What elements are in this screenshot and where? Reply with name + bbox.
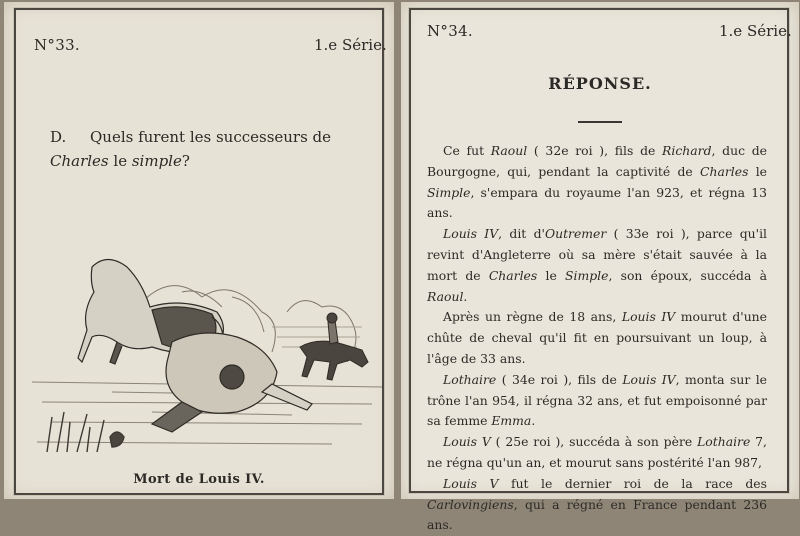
text-run: mourut d'une chûte de cheval qu'il fit en poursuivant un loup, à l'âge de 33 ans. [427,309,767,366]
distant-horseman [300,313,368,380]
text-run: . [463,288,468,304]
text-run: fut le dernier roi de la race des [498,475,767,491]
answer-paragraph [427,141,767,224]
question-label: D. [50,128,67,146]
text-run: , dit d' [498,226,545,242]
text-run: ( 32e roi ), fils de [527,143,663,158]
text-run: , son époux, succéda à [608,267,767,283]
name-run: Louis IV [443,226,499,242]
text-run: le [537,267,566,283]
text-run: 7, ne régna qu'un an, et mourut sans postérité l'an 987, [427,434,767,470]
name-run: Simple [427,184,471,200]
card-number: N°34. [427,22,473,40]
answer-paragraph [427,224,767,307]
text-run: Ce fut [443,143,491,158]
answer-title: RÉPONSE. [548,74,652,93]
question-name: Charles [50,152,109,170]
question-part: ? [181,152,190,170]
fallen-rider [152,333,312,432]
text-run: , monta sur le trône l'an 954, il régna 32 ans, et fut empoisonné par sa femme [427,371,767,429]
answer-paragraph [427,307,767,369]
name-run: Louis V [443,475,499,491]
text-run: , qui a régné en France pendant 236 ans. [427,496,767,533]
name-run: Raoul [490,143,528,158]
question-part: le [108,152,132,170]
illustration-caption: Mort de Louis IV. [133,472,265,487]
name-run: Louis IV [622,371,676,387]
name-run: Raoul [427,288,464,304]
series-label: 1.e Série. [719,22,792,40]
engraving-illustration [32,252,382,462]
answer-text [427,141,767,536]
text-run: , s'empara du royaume l'an 923, et régna 13 ans. [427,184,767,221]
question-part: Quels furent les successeurs de [90,128,332,146]
text-run: ( 34e roi ), fils de [496,371,623,387]
name-run: Lothaire [697,434,751,450]
question-card [4,2,394,499]
name-run: Louis V [443,434,491,450]
name-run: Louis IV [621,309,676,325]
text-run: ( 25e roi ), succéda à son père [490,434,698,450]
title-rule [578,121,622,123]
text-run: ( 33e roi ), parce qu'il revint d'Angleterre où sa mère s'était sauvée à la mort de [427,226,767,283]
answer-paragraph [427,370,767,432]
name-run: Charles [700,163,749,179]
text-run: , duc de Bourgogne, qui, pendant la captivité de [427,143,767,179]
text-run: le [748,163,768,179]
name-run: Outremer [544,226,607,242]
card-number: N°33. [34,36,80,54]
name-run: Richard [662,143,712,158]
text-run: . [531,413,536,429]
name-run: Simple [565,267,609,283]
name-run: Charles [488,267,538,283]
name-run: Carlovingiens [427,496,514,512]
reeds-engraving [47,412,124,452]
question-name: simple [131,152,182,170]
text-run: Après un règne de 18 ans, [443,309,622,325]
question-text [50,125,370,173]
series-label: 1.e Série. [314,36,387,54]
name-run: Emma [491,413,532,429]
answer-paragraph [427,432,767,474]
name-run: Lothaire [443,371,497,387]
answer-paragraph [427,474,767,536]
